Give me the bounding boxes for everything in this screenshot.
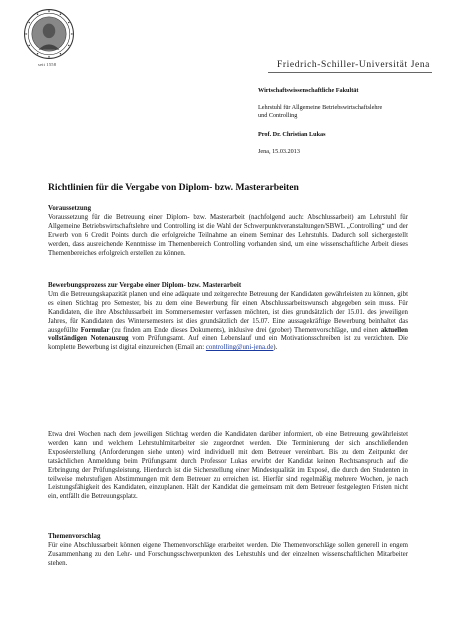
university-name: Friedrich-Schiller-Universität Jena bbox=[277, 60, 430, 70]
section-text: Voraussetzung für die Betreuung einer Diplom- bzw. Masterarbeit (nachfolgend auch: Abschlussarbeit) am Lehrstuhl für Allgemeine Betriebswirtschaftslehre und Controlling ist die Wahl der Schwerpunktveranstaltungen/SBWL „Controlling“ und der Erwerb von 6 Credit Points durch die erfolgreiche Teilnahme an einem Seminar des Lehrstuhls. Dadurch soll sichergestellt werden, dass ausreichende Kenntnisse im Themenbereich Controlling vorhanden sind, um eine wissenschaftliche Arbeit dieses Themenbereiches erfolgreich erstellen zu können. bbox=[48, 213, 408, 257]
bold-notenauszug: aktuellen vollständigen Notenauszug bbox=[48, 326, 408, 343]
faculty-name: Wirtschaftswissenschaftliche Fakultät bbox=[258, 87, 359, 94]
section-heading: Themenvorschlag bbox=[48, 533, 101, 540]
header-rule bbox=[268, 72, 432, 73]
bold-formular: Formular bbox=[80, 326, 110, 334]
section-informierung bbox=[48, 431, 408, 502]
section-heading: Voraussetzung bbox=[48, 205, 92, 212]
section-text: Etwa drei Wochen nach dem jeweiligen Stichtag werden die Kandidaten darüber informiert, ob eine Betreuung gewährleistet werden kann und welchem Lehrstuhlmitarbeiter sie zugeordnet werden. Die Terminierung der sich anschließenden Exposéerstellung (Anforderungen siehe unten) wird individuell mit dem Betreuer vereinbart. Bis zu dem Zeitpunkt der tatsächlichen Anmeldung beim Prüfungsamt durch Professor Lukas erwirbt der Kandidat keinen Rechtsanspruch auf die Erbringung der Prüfungsleistung. Hierdurch ist die Sicherstellung einer Mindestqualität im Exposé, die durch den Studenten in teilweise mehrstufigen Abstimmungen mit dem Betreuer zu erreichen ist. Hierfür sind regelmäßig mehrere Wochen, je nach Leistungsfähigkeit des Kandidaten, einzuplanen. Hält der Kandidat die gemeinsam mit dem Betreuer festgelegten Fristen nicht ein, entfällt die Betreuungsplatz. bbox=[48, 431, 408, 501]
section-heading: Bewerbungsprozess zur Vergabe einer Diplom- bzw. Masterarbeit bbox=[48, 282, 242, 289]
section-text: Für eine Abschlussarbeit können eigene Themenvorschläge erarbeitet werden. Die Themenvorschläge sollen generell in engem Zusammenhang zu den Lehr- und Forschungsschwerpunkten des Lehrstuhls und der einzelnen wissenschaftlichen Mitarbeiter stehen. bbox=[48, 541, 408, 567]
section-bewerbungsprozess bbox=[48, 282, 408, 353]
document-title: Richtlinien für die Vergabe von Diplom- bzw. Masterarbeiten bbox=[48, 182, 299, 193]
section-themenvorschlag bbox=[48, 533, 408, 569]
email-link[interactable]: controlling@uni-jena.de bbox=[205, 344, 274, 352]
section-voraussetzung bbox=[48, 205, 408, 258]
document-date: Jena, 15.03.2013 bbox=[258, 148, 300, 155]
university-seal-icon bbox=[23, 8, 75, 60]
chair-line-1: Lehrstuhl für Allgemeine Betriebswirtschaftslehre bbox=[258, 104, 383, 111]
chair-line-2: und Controlling bbox=[258, 112, 298, 119]
chair-name bbox=[258, 104, 438, 120]
seal-caption: seit 1558 bbox=[38, 62, 57, 67]
professor-name: Prof. Dr. Christian Lukas bbox=[258, 131, 326, 138]
section-text: Um die Betreuungskapazität planen und eine adäquate und zeitgerechte Betreuung der Kandidaten gewährleisten zu können, gibt es einen Stichtag pro Semester, bis zu dem eine Bewerbung für einen Abschlussarbeitswunsch abgegeben sein muss. Für Kandidaten, die ihre Abschlussarbeit im Sommersemester verfassen möchten, ist dies grundsätzlich der 15.01. des jeweiligen Jahres, für Kandidaten des Wintersemesters ist dies grundsätzlich der 15.07. Eine aussagekräftige Bewerbung beinhaltet das ausgefüllte Formular (zu finden am Ende dieses Dokuments), inklusive drei (grober) Themenvorschläge, und einen aktuellen vollständigen Notenauszug vom Prüfungsamt. Auf einen Lebenslauf und ein Motivationsschreiben ist zu verzichten. Die komplette Bewerbung ist digital einzureichen (Email an: controlling@uni-jena.de). bbox=[48, 290, 408, 352]
